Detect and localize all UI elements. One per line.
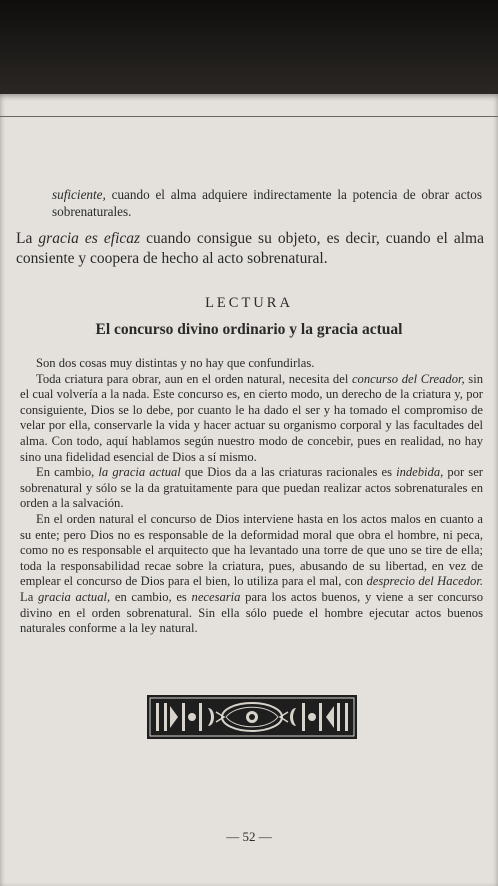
definition-term: gracia es eficaz (38, 230, 141, 247)
intro-rest: cuando el alma adquiere indirectamente la potencia de obrar actos sobrenaturales. (52, 187, 482, 219)
dark-background (0, 0, 498, 94)
p3-text-c: por ser sobrenatural y sólo se la da gratuitamente para que puedan realizar actos sobrenaturales en orden a la salvación. (20, 465, 483, 511)
header-rule (0, 116, 498, 117)
p4-italic-2: gracia actual, (37, 589, 111, 604)
p3-italic-2: indebida, (396, 465, 444, 480)
p4-text-b: La (20, 589, 38, 604)
p3-text-b: que Dios da a las criaturas racionales es (180, 465, 397, 480)
page-number: — 52 — (226, 829, 272, 844)
p4-italic-3: necesaria (191, 589, 241, 604)
section-title: El concurso divino ordinario y la gracia actual (95, 321, 403, 338)
definition-part1: La (16, 230, 39, 247)
p2-text-a: Toda criatura para obrar, aun en el orden natural, necesita del (36, 371, 352, 386)
p4-text-c: en cambio, es (110, 589, 192, 604)
definition-paragraph (16, 229, 484, 269)
p3-text-a: En cambio, (36, 465, 99, 480)
intro-clause (52, 186, 482, 220)
section-label: LECTURA (205, 295, 293, 311)
p4-text-a: En el orden natural el concurso de Dios interviene hasta en los actos malos en cuanto a su ente; pero Dios no es responsable de la deformidad moral que obra el hombre, ni peca, como no es responsable el arquitecto que ha levantado una torre de que uno se tire de ella; toda la responsabilidad recae sobre la criatura, pues, abusando de su libertad, en vez de emplear el concurso de Dios para el bien, lo utiliza para el mal, con (20, 511, 483, 589)
p4-text-d: para los actos buenos, y viene a ser concurso divino en el orden sobrenatural. Sin ella sólo puede el hombre ejecutar actos buenos naturales conforme a la ley natural. (20, 589, 484, 636)
paragraph-4 (20, 512, 483, 637)
decorative-ornament (146, 694, 358, 740)
p2-italic: concurso del Creador, (351, 371, 465, 386)
p4-italic-1: desprecio del Hacedor. (366, 574, 483, 589)
paragraph-3 (20, 465, 483, 512)
paragraph-2 (20, 372, 483, 466)
definition-part2: cuando consigue su objeto, es decir, cuando el alma consiente y coopera de hecho al acto sobrenatural. (16, 230, 484, 267)
paragraph-1: Son dos cosas muy distintas y no hay que confundirlas. (36, 356, 315, 370)
book-page (0, 94, 498, 886)
reading-body (20, 356, 483, 637)
p2-text-b: sin el cual volvería a la nada. Este concurso es, en cierto modo, un derecho de la criatura y, por consiguiente, Dios se lo debe, por cuanto le ha dado el ser y ha tomado el compromiso de velar por ella, conservarle la vida y hacer actuar su organismo corporal y las facultades del alma. Con todo, aquí hablamos según nuestro modo de concebir, pues en realidad, no hay sino una fidelidad esencial de Dios a sí mismo. (20, 371, 483, 464)
p3-italic-1: la gracia actual (98, 465, 181, 480)
intro-lead: suficiente, (52, 187, 106, 202)
